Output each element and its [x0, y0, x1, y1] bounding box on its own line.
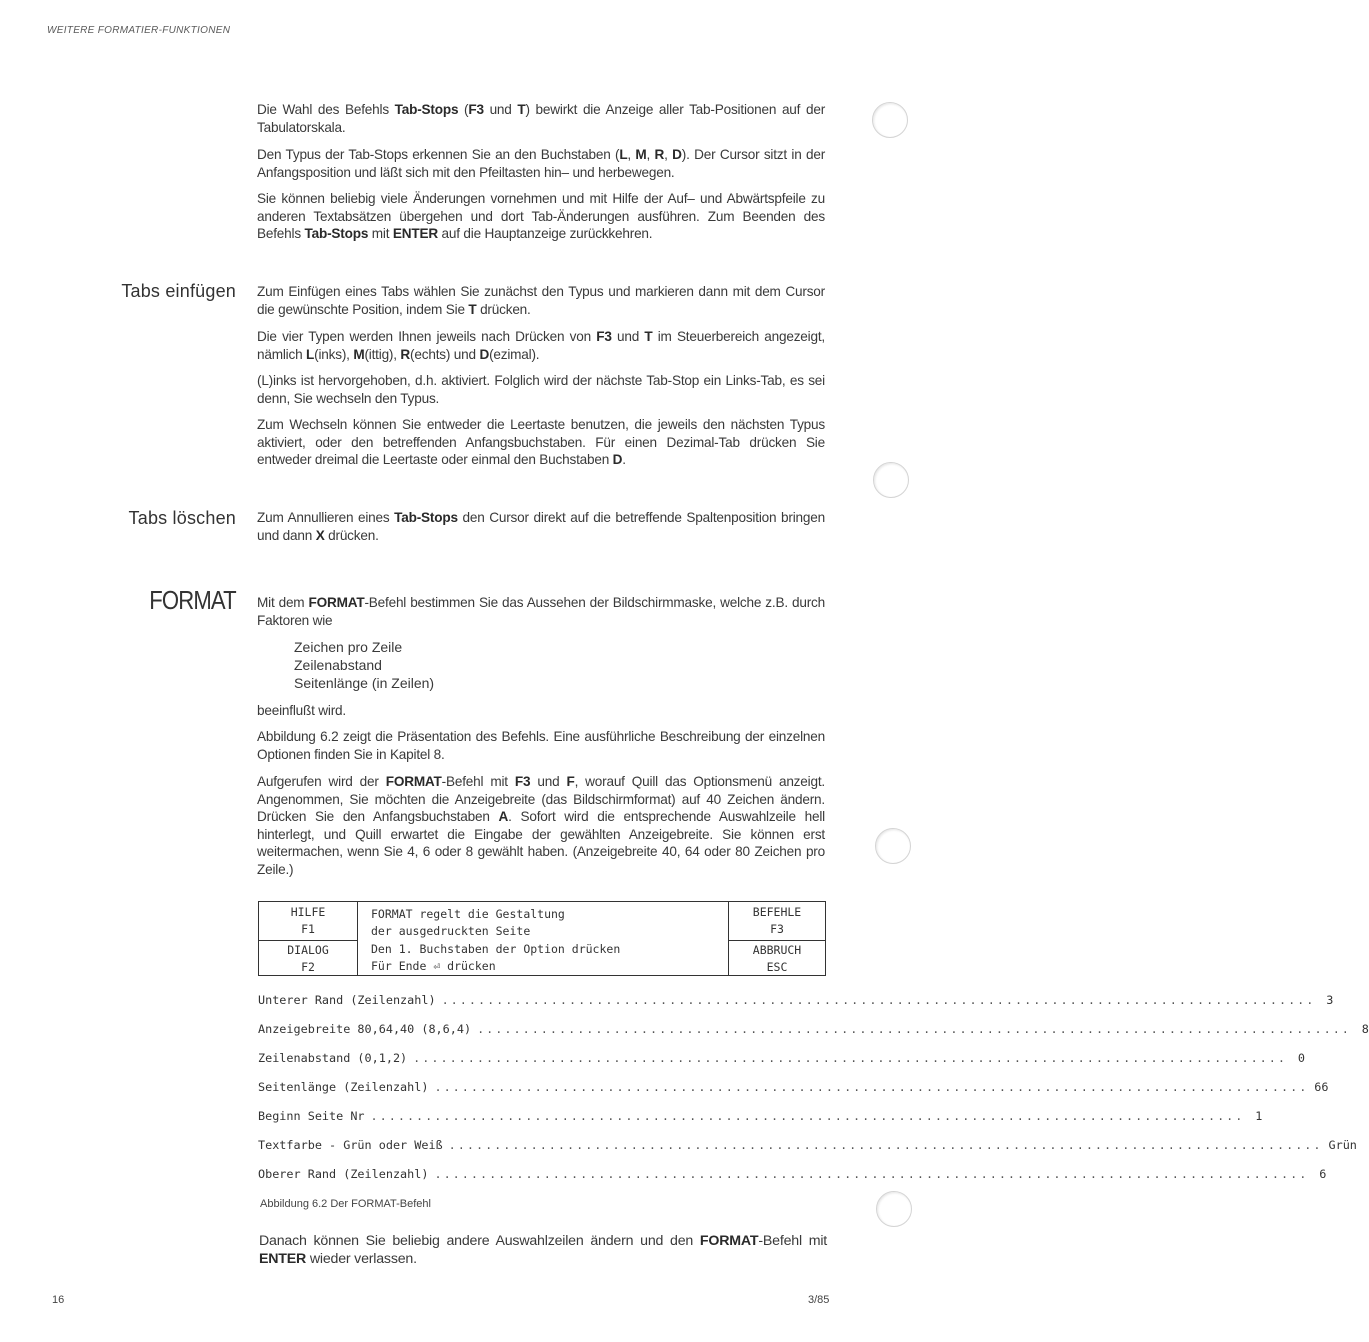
- heading-tabs-einfuegen: Tabs einfügen: [121, 281, 236, 301]
- punch-hole-2: [873, 462, 909, 498]
- format-paragraph-1: Mit dem FORMAT-Befehl bestimmen Sie das Aussehen der Bildschirmmaske, welche z.B. durch Faktoren wie: [257, 595, 825, 628]
- format-factor-item: Zeichen pro Zeile: [294, 639, 403, 655]
- format-factor-item: Seitenlänge (in Zeilen): [294, 675, 435, 691]
- figure-caption: Abbildung 6.2 Der FORMAT-Befehl: [260, 1198, 431, 1210]
- menu-option-value: 0: [1297, 1051, 1305, 1065]
- format-paragraph-3: Abbildung 6.2 zeigt die Präsentation des Befehls. Eine ausführliche Beschreibung der einzelnen Optionen finden Sie in Kapitel 8.: [257, 729, 825, 762]
- tabs-einfuegen-paragraph-1: Zum Einfügen eines Tabs wählen Sie zunächst den Typus und markieren dann mit dem Cursor die gewünschte Position, indem Sie T drücken.: [257, 284, 825, 317]
- menu-row: [258, 1051, 1305, 1069]
- control-box-left: [259, 902, 358, 975]
- intro-paragraph-3: Sie können beliebig viele Änderungen vornehmen und mit Hilfe der Auf– und Abwärtspfeile zu anderen Textabsätzen übergehen und dort Tab-Änderungen ausführen. Zum Beenden des Befehls Tab-Stops mit ENTER auf die Hauptanzeige zurückkehren.: [257, 191, 825, 241]
- closing-paragraph: Danach können Sie beliebig andere Auswahlzeilen ändern und den FORMAT-Befehl mit ENTER wieder verlassen.: [259, 1233, 828, 1267]
- message-line: Für Ende ⏎ drücken: [371, 959, 496, 973]
- menu-row: [258, 1138, 1357, 1156]
- menu-option-value: 8: [1361, 1022, 1369, 1036]
- punch-hole-4: [876, 1191, 912, 1227]
- abbruch-label: ABBRUCH: [752, 943, 802, 957]
- leader-dots: ................................................................................................: [441, 993, 1316, 1007]
- control-box-message: [357, 902, 729, 975]
- befehle-cell: [729, 904, 825, 938]
- tabs-einfuegen-paragraph-4: Zum Wechseln können Sie entweder die Leertaste benutzen, die jeweils den nächsten Typus aktiviert, oder den betreffenden Anfangsbuchstaben. Für einen Dezimal-Tab drücken Sie entweder dreimal die Leertaste oder einmal den Buchstaben D.: [257, 417, 825, 467]
- menu-option-value: 3: [1326, 993, 1334, 1007]
- leader-dots: ................................................................................................: [434, 1167, 1309, 1181]
- intro-paragraph-1: Die Wahl des Befehls Tab-Stops (F3 und T) bewirkt die Anzeige aller Tab-Positionen auf der Tabulatorskala.: [257, 102, 826, 135]
- dialog-label: DIALOG: [287, 943, 329, 957]
- format-factor-list: [294, 638, 434, 692]
- menu-row: [258, 1022, 1369, 1040]
- dialog-key: F2: [301, 960, 315, 974]
- format-factor-item: Zeilenabstand: [294, 657, 382, 673]
- menu-option-label: Anzeigebreite 80,64,40 (8,6,4): [258, 1022, 472, 1036]
- leader-dots: ................................................................................................: [413, 1051, 1287, 1065]
- message-line: FORMAT regelt die Gestaltung: [371, 907, 565, 921]
- menu-option-value: 66: [1314, 1080, 1329, 1094]
- menu-option-value: Grün: [1328, 1138, 1357, 1152]
- menu-option-label: Beginn Seite Nr: [258, 1109, 365, 1123]
- abbruch-key: ESC: [766, 960, 788, 974]
- punch-hole-1: [872, 102, 908, 138]
- menu-option-value: 1: [1255, 1109, 1263, 1123]
- leader-dots: ................................................................................................: [477, 1022, 1351, 1036]
- control-box-right: [728, 902, 825, 975]
- abbruch-cell: [729, 940, 825, 976]
- running-head: WEITERE FORMATIER-FUNKTIONEN: [47, 25, 231, 36]
- heading-format: FORMAT: [149, 585, 236, 615]
- menu-option-label: Zeilenabstand (0,1,2): [258, 1051, 408, 1065]
- menu-row: [258, 993, 1334, 1011]
- hilfe-key: F1: [301, 922, 315, 936]
- hilfe-label: HILFE: [290, 905, 326, 919]
- heading-tabs-loeschen: Tabs löschen: [128, 508, 236, 528]
- page-number: 16: [52, 1294, 65, 1306]
- format-paragraph-4: Aufgerufen wird der FORMAT-Befehl mit F3 und F, worauf Quill das Optionsmenü anzeigt. Angenommen, Sie möchten die Anzeigebreite (das Bildschirmformat) auf 40 Zeichen ändern. Drücken Sie den Anfangsbuchstaben A. Sofort wird die entsprechende Auswahlzeile hell hinterlegt, und Quill erwartet die Eingabe der gewählten Anzeigebreite. Sie können erst weitermachen, wenn Sie 4, 6 oder 8 gewählt haben. (Anzeigebreite 40, 64 oder 80 Zeichen pro Zeile.): [257, 774, 825, 877]
- leader-dots: ................................................................................................: [448, 1138, 1323, 1152]
- message-line: Den 1. Buchstaben der Option drücken: [371, 942, 621, 956]
- menu-option-value: 6: [1319, 1167, 1327, 1181]
- format-screen-control-box: [258, 901, 826, 976]
- befehle-key: F3: [770, 922, 784, 936]
- leader-dots: ................................................................................................: [434, 1080, 1309, 1094]
- tabs-loeschen-paragraph: Zum Annullieren eines Tab-Stops den Cursor direkt auf die betreffende Spaltenposition bringen und dann X drücken.: [257, 510, 825, 543]
- menu-row: [258, 1080, 1329, 1098]
- dialog-cell: [259, 940, 357, 976]
- format-paragraph-2: beeinflußt wird.: [257, 703, 346, 718]
- tabs-einfuegen-paragraph-3: (L)inks ist hervorgehoben, d.h. aktiviert. Folglich wird der nächste Tab-Stop ein Links-Tab, es sei denn, Sie wechseln den Typus.: [257, 373, 825, 406]
- message-line: der ausgedruckten Seite: [371, 924, 531, 938]
- tabs-einfuegen-paragraph-2: Die vier Typen werden Ihnen jeweils nach Drücken von F3 und T im Steuerbereich angezeigt, nämlich L(inks), M(ittig), R(echts) und D(ezimal).: [257, 329, 825, 362]
- menu-option-label: Unterer Rand (Zeilenzahl): [258, 993, 436, 1007]
- menu-option-label: Textfarbe - Grün oder Weiß: [258, 1138, 443, 1152]
- befehle-label: BEFEHLE: [752, 905, 802, 919]
- menu-row: [258, 1109, 1263, 1127]
- intro-paragraph-2: Den Typus der Tab-Stops erkennen Sie an den Buchstaben (L, M, R, D). Der Cursor sitzt in der Anfangsposition und läßt sich mit den Pfeiltasten hin– und herbewegen.: [257, 147, 826, 180]
- hilfe-cell: [259, 904, 357, 938]
- menu-option-label: Seitenlänge (Zeilenzahl): [258, 1080, 429, 1094]
- leader-dots: ................................................................................................: [370, 1109, 1245, 1123]
- menu-option-label: Oberer Rand (Zeilenzahl): [258, 1167, 429, 1181]
- edition-date: 3/85: [808, 1294, 830, 1306]
- menu-row: [258, 1167, 1327, 1185]
- punch-hole-3: [875, 828, 911, 864]
